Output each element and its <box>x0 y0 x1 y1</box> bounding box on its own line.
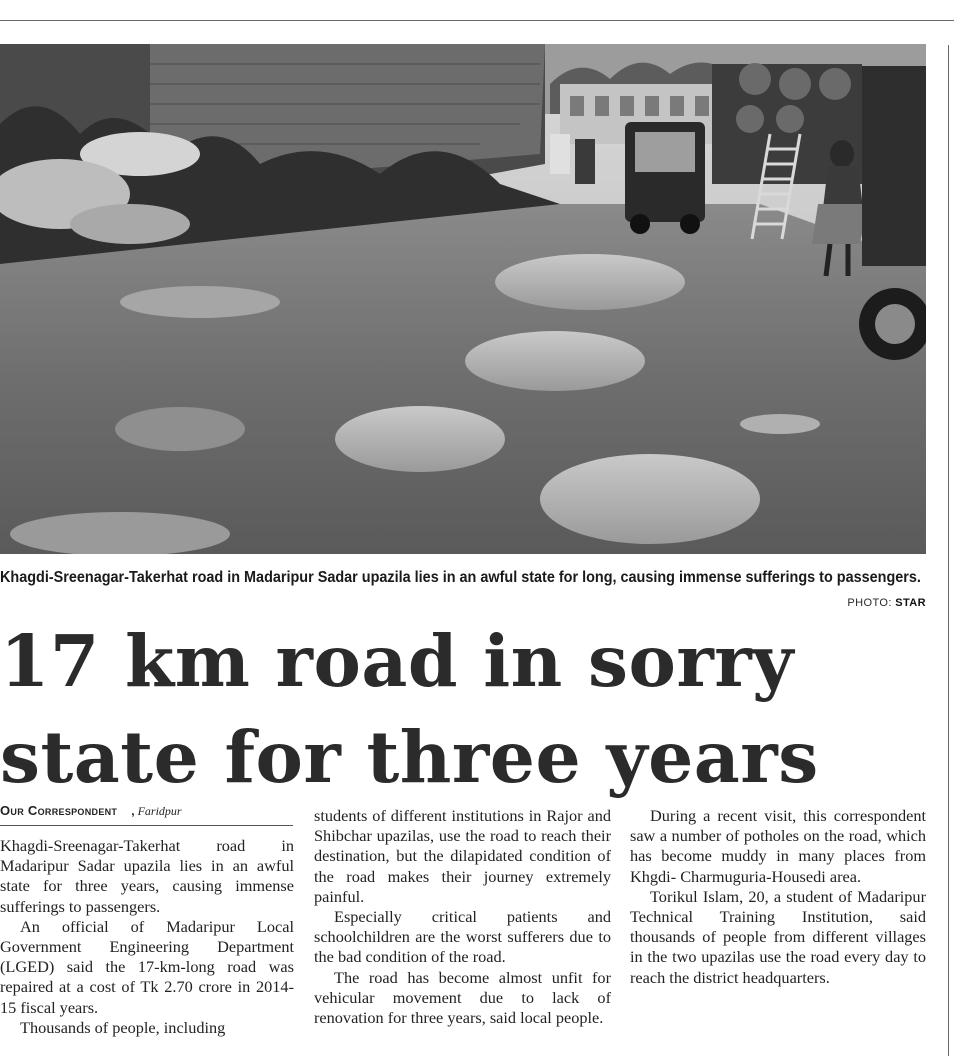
article-column-1 <box>0 836 294 1038</box>
byline <box>0 803 293 826</box>
paragraph: During a recent visit, this correspondent saw a number of potholes on the road, which has become muddy in many places from Khgdi- Charmuguria-Housedi area. <box>630 806 926 886</box>
article-column-3 <box>630 806 926 988</box>
photo-credit-source: STAR <box>895 597 926 609</box>
paragraph: Especially critical patients and schoolchildren are the worst sufferers due to the bad condition of the road. <box>314 907 611 967</box>
news-photo <box>0 44 926 554</box>
paragraph: Torikul Islam, 20, a student of Madaripur Technical Training Institution, said thousands of people from different villages in the two upazilas use the road every day to reach the district headquarters. <box>630 886 926 987</box>
top-divider <box>0 20 954 21</box>
headline: 17 km road in sorry state for three years <box>0 619 819 799</box>
byline-separator: , <box>131 804 135 818</box>
photo-caption: Khagdi-Sreenagar-Takerhat road in Madaripur Sadar upazila lies in an awful state for long, causing immense sufferings to passengers. <box>0 569 921 586</box>
photo-credit <box>847 597 926 609</box>
column-divider <box>948 45 949 1056</box>
byline-author: Our Correspondent <box>0 803 118 818</box>
paragraph: The road has become almost unfit for vehicular movement due to lack of renovation for three years, said local people. <box>314 967 611 1028</box>
paragraph: Thousands of people, including <box>20 1017 226 1037</box>
paragraph: students of different institutions in Rajor and Shibchar upazilas, use the road to reach their destination, but the dilapidated condition of the road makes their journey extremely painful. <box>314 806 611 906</box>
paragraph: Khagdi-Sreenagar-Takerhat road in Madaripur Sadar upazila lies in an awful state for three years, causing immense sufferings to passengers. <box>0 836 294 916</box>
article-column-2 <box>314 806 611 1028</box>
road-photo-illustration <box>0 44 926 554</box>
paragraph: An official of Madaripur Local Government Engineering Department (LGED) said the 17-km-long road was repaired at a cost of Tk 2.70 crore in 2014-15 fiscal years. <box>0 916 294 1017</box>
photo-credit-label: PHOTO: <box>847 597 892 609</box>
byline-location: Faridpur <box>137 804 182 818</box>
